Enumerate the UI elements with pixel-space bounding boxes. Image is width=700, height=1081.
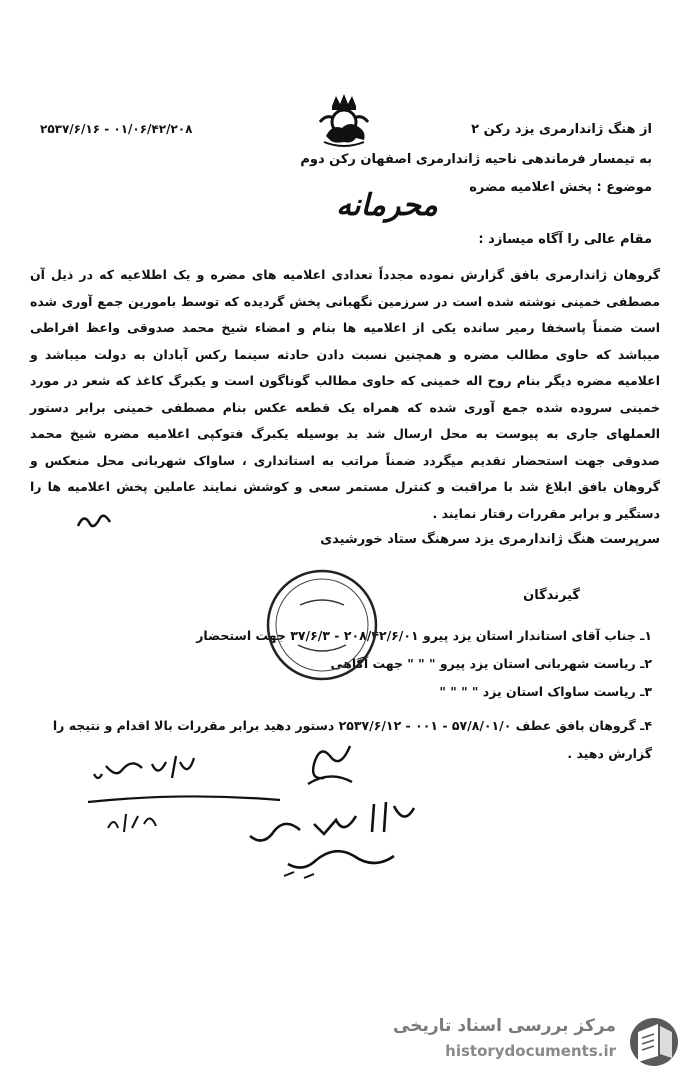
to-line: به تیمسار فرماندهی ناحیه ژاندارمری اصفهان رکن دوم xyxy=(300,152,652,167)
letter-body-text: گروهان ژاندارمری بافق گزارش نموده مجدداً تعدادی اعلامیه های مضره و یک اطلاعیه که در ذیل آن مصطفی خمینی نوشته شده است در سرزمین نگهبانی پخش گردیده که توسط بامورین جمع آوری شده است ضمناً پاسخفا رمیر سانده یکی از اعلامیه ها بنام و امضاء شیخ محمد صدوقی واعظ افراطی میباشد که حاوی مطالب مضره و همچنین نسبت دادن حادثه سینما رکس آبادان به دولت میباشد و اعلامیه مضره دیگر بنام روح اله خمینی که حاوی مطالب گوناگون است و یکبرگ کاغذ که شعر در مورد خمینی سروده شده جمع آوری شده که همراه یک قطعه عکس بنام مصطفی خمینی برابر دستور العملهای جاری به پیوست به محل ارسال شد بد بوسیله یکبرگ فتوکپی اعلامیه مضره شیخ محمد صدوقی جهت استحضار تقدیم میگردد ضمناً مراتب به استانداری ، ساواک شهربانی محل منعکس و گروهان بافق ابلاغ شد با مراقبت و کنترل مستمر سعی و کوشش نمایند عاملین پخش اعلامیه ها را دستگیر و برابر مقررات رفتار نمایند . xyxy=(30,267,660,521)
initials-scribble-icon xyxy=(74,510,114,532)
from-line: از هنگ ژاندارمری یزد رکن ۲ xyxy=(471,122,652,137)
recipient-item: ۱ـ جناب آقای استاندار استان یزد پیرو ۲۰۸/۴۲/۶/۰۱ - ۳۷/۶/۳ جهت استحضار xyxy=(196,628,652,643)
classification-mark: محرمانه xyxy=(336,188,438,223)
handwritten-number-note-icon xyxy=(244,796,444,886)
recipient-item: ۴ـ گروهان بافق عطف ۵۷/۸/۰۱/۰ - ۰۰۱ - ۲۵۳۷/۶/۱۲ دستور دهید برابر مقررات بالا اقدام و نتیجه را گزارش دهید . xyxy=(52,718,652,761)
recipient-item: ۳ـ ریاست ساواک استان یزد " " " " xyxy=(439,684,652,699)
handwritten-signature-icon xyxy=(300,740,360,790)
lion-and-sun-emblem-icon xyxy=(312,92,376,148)
history-documents-logo-icon xyxy=(624,1014,682,1068)
handwritten-note-signature-icon xyxy=(92,748,202,788)
recipients-title: گیرندگان xyxy=(523,588,580,603)
handwritten-date-icon xyxy=(104,808,164,838)
archive-center-name: مرکز بررسی اسناد تاریخی xyxy=(393,1016,616,1036)
archive-website-url[interactable]: historydocuments.ir xyxy=(445,1042,616,1060)
round-stamp-icon xyxy=(262,565,382,685)
letter-body xyxy=(30,262,660,527)
subject-line: موضوع : پخش اعلامیه مضره xyxy=(469,180,652,195)
recipient-item: ۲ـ ریاست شهربانی استان یزد پیرو " " " جهت آگاهی xyxy=(330,656,652,671)
signer-line: سرپرست هنگ ژاندارمری یزد سرهنگ ستاد خورشیدی xyxy=(320,532,660,547)
reference-number: ۲۵۳۷/۶/۱۶ - ۰۱/۰۶/۴۲/۲۰۸ xyxy=(40,122,193,136)
salutation: مقام عالی را آگاه میسازد : xyxy=(478,232,652,247)
footer-watermark xyxy=(388,1012,688,1068)
